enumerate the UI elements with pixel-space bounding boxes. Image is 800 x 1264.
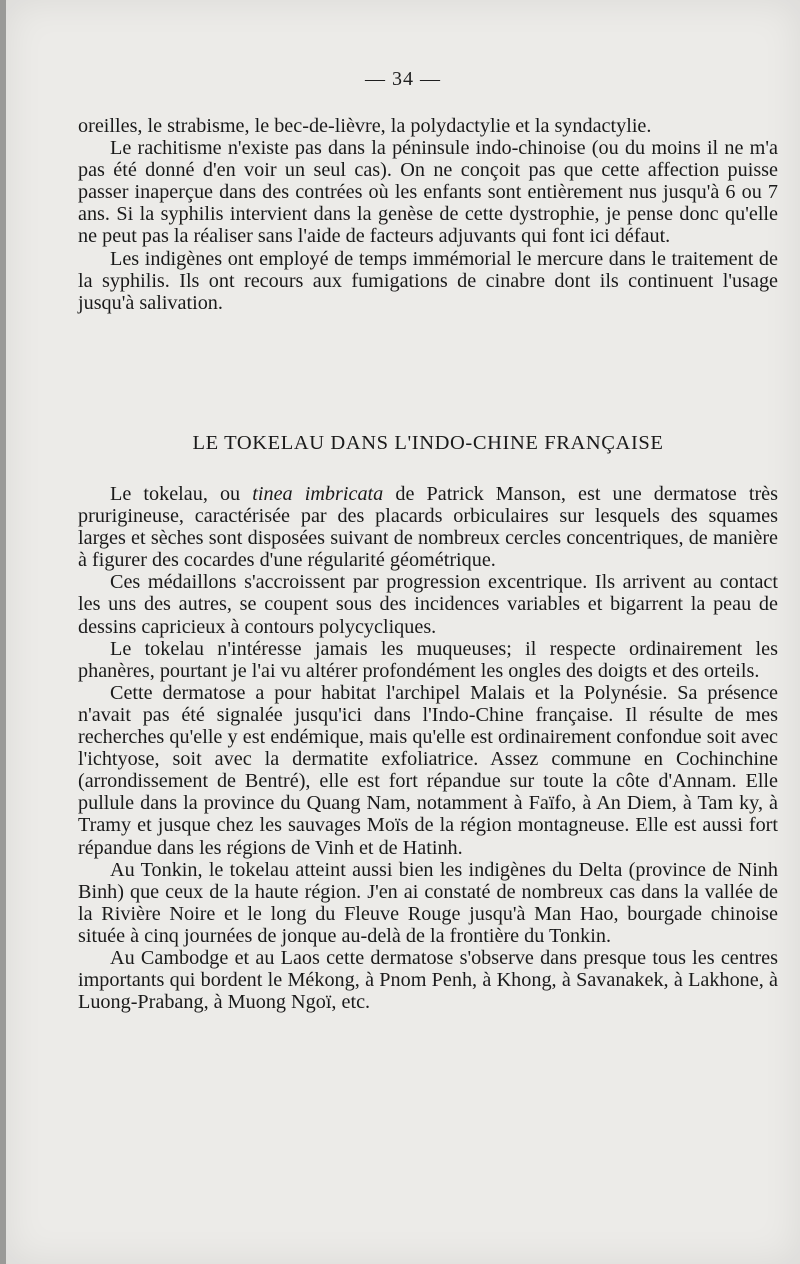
- paragraph-cambodge: Au Cambodge et au Laos cette dermatose s'observe dans presque tous les centres importants qui bordent le Mékong, à Pnom Penh, à Khong, à Savanakek, à Lakhone, à Luong-Prabang, à Muong Ngoï, etc.: [78, 946, 778, 1014]
- paragraph-continuation: oreilles, le strabisme, le bec-de-lièvre, la polydactylie et la syndactylie.: [78, 115, 652, 137]
- paragraph-muqueuses: Le tokelau n'intéresse jamais les muqueuses; il respecte ordinairement les phanères, pourtant je l'ai vu altérer profondément les ongles des doigts et des orteils.: [78, 637, 778, 682]
- paragraph-medaillons: Ces médaillons s'accroissent par progression excentrique. Ils arrivent au contact les uns des autres, se coupent sous des incidences variables et bigarrent la peau de dessins capricieux à contours polycycliques.: [78, 571, 778, 638]
- definition-italic-term: tinea imbricata: [252, 483, 384, 505]
- intro-text: [78, 115, 778, 314]
- paragraph-mercure: Les indigènes ont employé de temps immémorial le mercure dans le traitement de la syphilis. Ils ont recours aux fumigations de cinabre dont ils continuent l'usage jusqu'à salivation.: [78, 247, 778, 314]
- paragraph-tonkin: Au Tonkin, le tokelau atteint aussi bien les indigènes du Delta (province de Ninh Binh) que ceux de la haute région. J'en ai constaté de nombreux cas dans la vallée de la Rivière Noire et le long du Fleuve Rouge jusqu'à Man Hao, bourgade chinoise située à cinq journées de jonque au-delà de la frontière du Tonkin.: [78, 858, 778, 947]
- paragraph-habitat: Cette dermatose a pour habitat l'archipel Malais et la Polynésie. Sa présence n'avait pas été signalée jusqu'ici dans l'Indo-Chine française. Il résulte de mes recherches qu'elle y est endémique, mais qu'elle est ordinairement confondue soit avec l'ichtyose, soit avec la dermatite exfoliatrice. Assez commune en Cochinchine (arrondissement de Bentré), elle est fort répandue sur toute la côte d'Annam. Elle pullule dans la province du Quang Nam, notamment à Faïfo, à An Diem, à Tam ky, à Tramy et jusque chez les sauvages Moïs de la région montagneuse. Elle est aussi fort répandue dans les régions de Vinh et de Hatinh.: [78, 681, 778, 859]
- document-page: [6, 0, 800, 1264]
- page-number: — 34 —: [365, 68, 441, 90]
- definition-start: Le tokelau, ou: [110, 483, 253, 505]
- paragraph-definition: [78, 483, 778, 571]
- definition-end: de Patrick Manson, est une dermatose très prurigineuse, caractérisée par des placards orbiculaires sur lesquels des squames larges et sèches sont disposées suivant de nombreux cercles concentriques, de manière à figurer des cocardes d'une régularité géométrique.: [78, 483, 778, 572]
- section-text: [78, 483, 778, 1013]
- section-title: LE TOKELAU DANS L'INDO-CHINE FRANÇAISE: [192, 432, 664, 454]
- paragraph-rachitisme: Le rachitisme n'existe pas dans la péninsule indo-chinoise (ou du moins il ne m'a pas été donné d'en voir un seul cas). On ne conçoit pas que cette affection puisse passer inaperçue dans des contrées où les enfants sont entièrement nus jusqu'à 6 ou 7 ans. Si la syphilis intervient dans la genèse de cette dystrophie, je pense donc qu'elle ne peut pas la réaliser sans l'aide de facteurs adjuvants qui font ici défaut.: [78, 137, 778, 248]
